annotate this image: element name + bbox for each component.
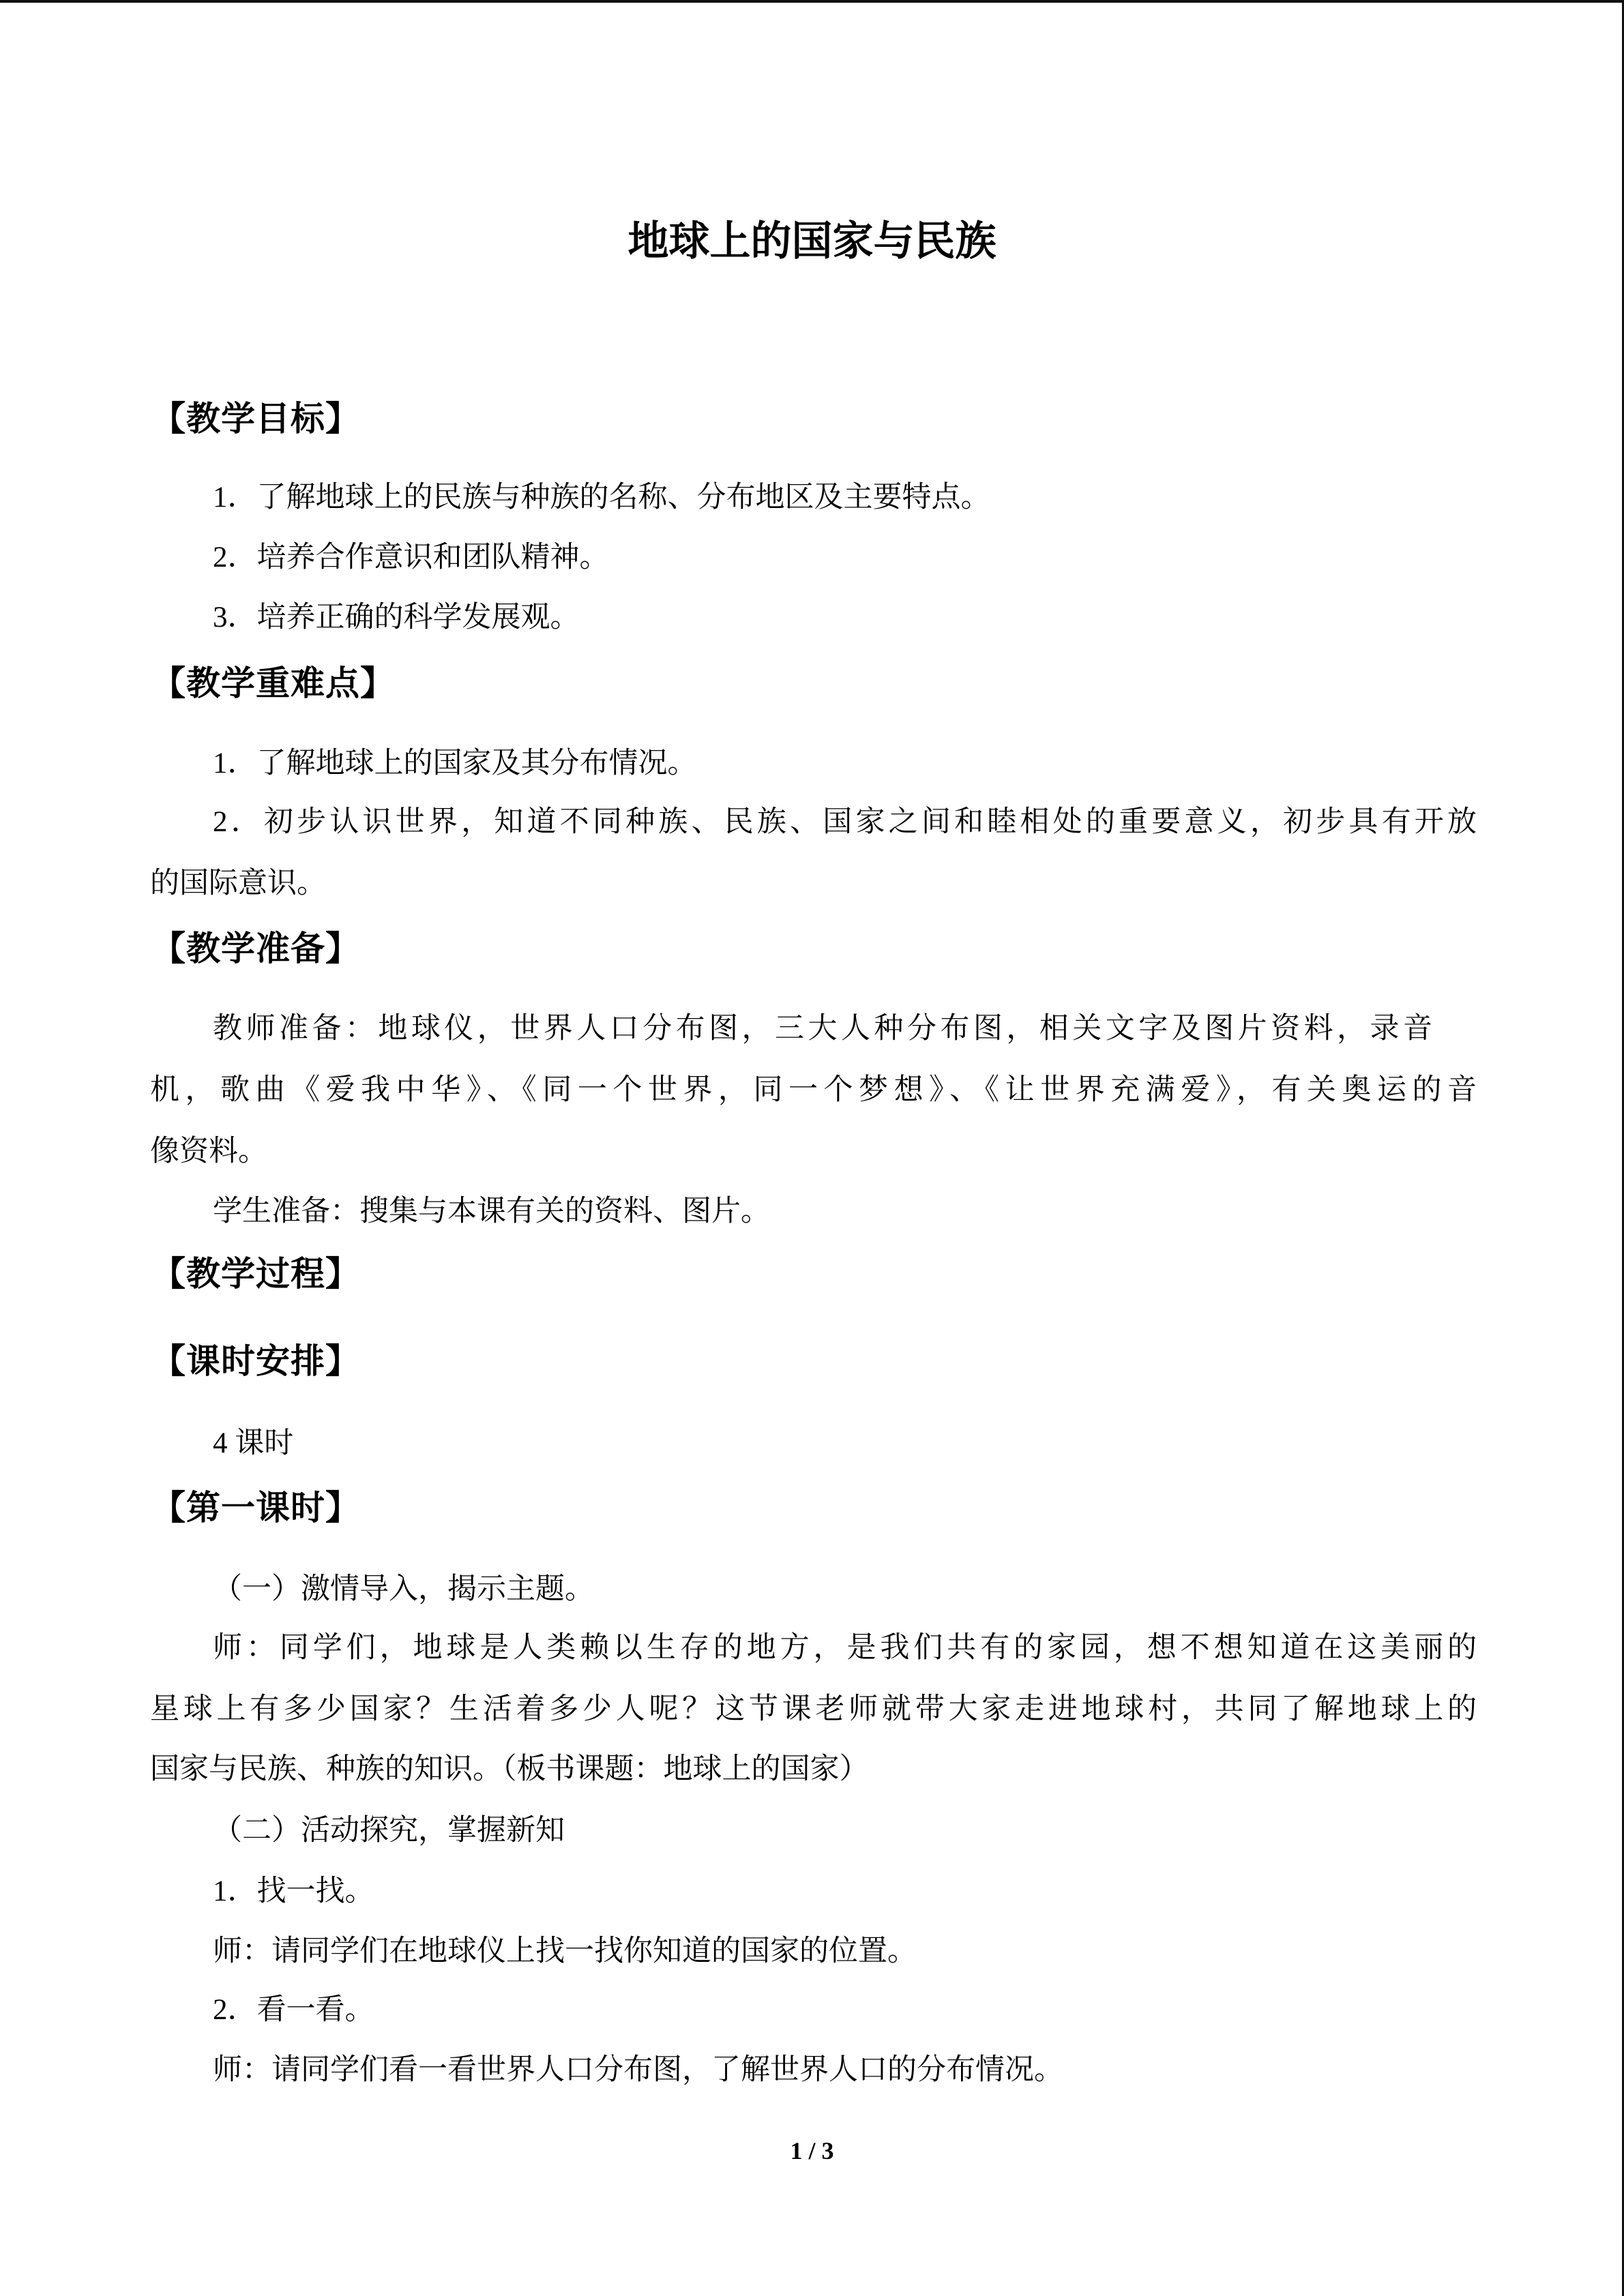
heading-key-points: 【教学重难点】 [151, 664, 395, 702]
preparation-teacher-line-1: 教师准备：地球仪，世界人口分布图，三大人种分布图，相关文字及图片资料，录音 [213, 1013, 1432, 1045]
lesson-one-teacher-line-2: 星球上有多少国家？生活着多少人呢？这节课老师就带大家走进地球村，共同了解地球上的 [150, 1693, 1477, 1725]
lesson-one-activity-2: 2．看一看。 [213, 1994, 374, 2026]
heading-objectives: 【教学目标】 [151, 400, 360, 438]
key-point-item-1: 1．了解地球上的国家及其分布情况。 [213, 747, 697, 779]
heading-lesson-one: 【第一课时】 [151, 1489, 360, 1527]
lesson-one-teacher-line-1: 师：同学们，地球是人类赖以生存的地方，是我们共有的家园，想不想知道在这美丽的 [213, 1632, 1477, 1664]
lesson-one-step-1: （一）激情导入，揭示主题。 [213, 1573, 594, 1605]
heading-process: 【教学过程】 [151, 1255, 360, 1293]
objective-item-3: 3．培养正确的科学发展观。 [213, 601, 580, 633]
heading-schedule: 【课时安排】 [151, 1342, 360, 1380]
lesson-one-activity-1-text: 师：请同学们在地球仪上找一找你知道的国家的位置。 [213, 1935, 917, 1967]
heading-preparation: 【教学准备】 [151, 929, 360, 968]
preparation-teacher-line-3: 像资料。 [150, 1135, 267, 1167]
schedule-text: 4 课时 [213, 1427, 294, 1459]
lesson-one-activity-2-text: 师：请同学们看一看世界人口分布图，了解世界人口的分布情况。 [213, 2054, 1063, 2086]
key-point-item-2-cont: 的国际意识。 [150, 867, 326, 899]
preparation-student: 学生准备：搜集与本课有关的资料、图片。 [213, 1195, 770, 1227]
key-point-item-2: 2．初步认识世界，知道不同种族、民族、国家之间和睦相处的重要意义，初步具有开放 [213, 806, 1477, 838]
document-title: 地球上的国家与民族 [628, 219, 996, 264]
page-number: 1 / 3 [790, 2137, 834, 2164]
lesson-one-step-2: （二）活动探究，掌握新知 [213, 1815, 565, 1847]
objective-item-1: 1．了解地球上的民族与种族的名称、分布地区及主要特点。 [213, 481, 990, 513]
objective-item-2: 2．培养合作意识和团队精神。 [213, 541, 609, 573]
lesson-one-teacher-line-3: 国家与民族、种族的知识。（板书课题：地球上的国家） [150, 1753, 869, 1785]
lesson-one-activity-1: 1．找一找。 [213, 1875, 374, 1907]
preparation-teacher-line-2: 机，歌曲《爱我中华》、《同一个世界，同一个梦想》、《让世界充满爱》，有关奥运的音 [150, 1074, 1477, 1106]
